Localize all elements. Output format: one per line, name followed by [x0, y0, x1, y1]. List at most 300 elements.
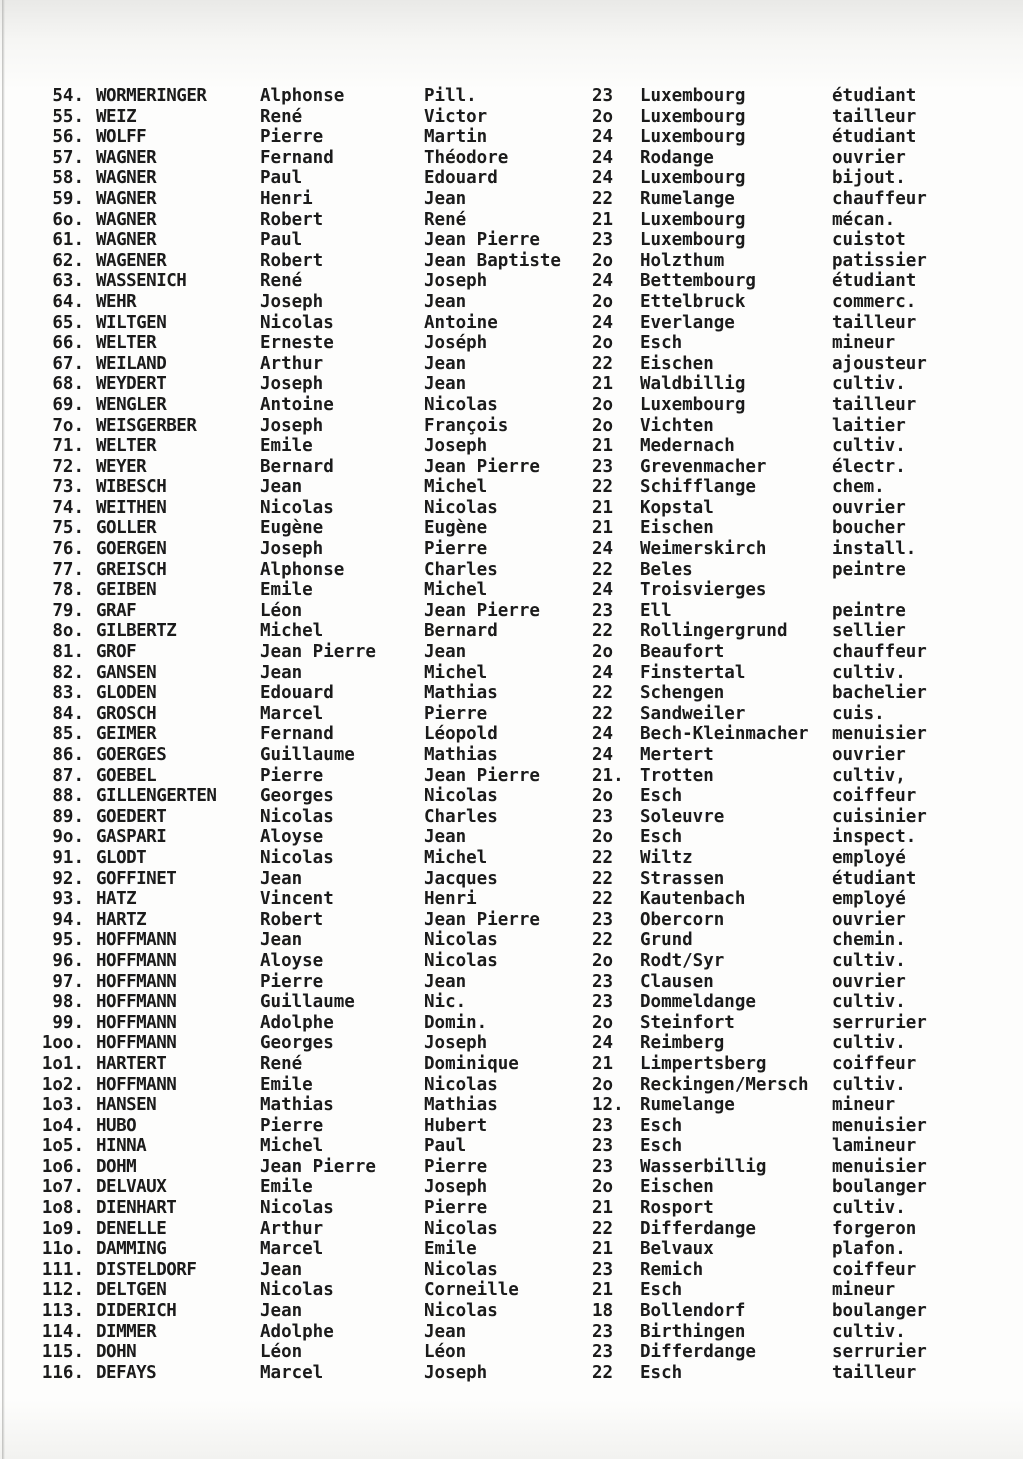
roster-num: 97.: [52, 971, 84, 992]
roster-num: 9o.: [52, 827, 84, 848]
roster-job: cultiv.: [832, 436, 906, 457]
roster-surname: GREISCH: [96, 559, 167, 580]
roster-row: [0, 1136, 1023, 1157]
roster-surname: GRAF: [96, 600, 137, 621]
roster-row: [0, 230, 1023, 251]
roster-first: Eugène: [260, 518, 324, 539]
roster-row: [0, 271, 1023, 292]
roster-row: [0, 498, 1023, 519]
roster-job: chauffeur: [832, 642, 927, 663]
roster-surname: DOHM: [96, 1156, 137, 1177]
roster-job: cultiv.: [832, 1321, 906, 1342]
roster-row: [0, 951, 1023, 972]
roster-row: [0, 1054, 1023, 1075]
roster-father: Jean Baptiste: [424, 250, 561, 271]
roster-surname: GASPARI: [96, 827, 167, 848]
roster-row: [0, 972, 1023, 993]
roster-father: René: [424, 209, 467, 230]
roster-num: 81.: [52, 642, 84, 663]
roster-row: [0, 374, 1023, 395]
roster-age: 23: [592, 1115, 614, 1136]
roster-job: cultiv.: [832, 1074, 906, 1095]
roster-surname: WELTER: [96, 333, 157, 354]
roster-num: 113.: [41, 1301, 84, 1322]
roster-place: Strassen: [640, 868, 725, 889]
roster-job: mineur: [832, 1095, 896, 1116]
roster-place: Bech-Kleinmacher: [640, 724, 809, 745]
roster-first: Michel: [260, 621, 324, 642]
roster-place: Esch: [640, 1136, 683, 1157]
roster-first: Arthur: [260, 353, 324, 374]
roster-age: 2o: [592, 333, 614, 354]
roster-father: Jean: [424, 827, 467, 848]
roster-num: 95.: [52, 930, 84, 951]
roster-father: Jean: [424, 188, 467, 209]
roster-num: 56.: [52, 127, 84, 148]
roster-job: ajousteur: [832, 353, 927, 374]
roster-num: 1o4.: [41, 1115, 84, 1136]
roster-surname: HOFFMANN: [96, 930, 177, 951]
roster-row: [0, 786, 1023, 807]
roster-first: Aloyse: [260, 827, 324, 848]
roster-age: 23: [592, 992, 614, 1013]
roster-surname: GLODEN: [96, 683, 157, 704]
roster-first: Joseph: [260, 291, 324, 312]
roster-first: Jean Pierre: [260, 642, 376, 663]
roster-father: Emile: [424, 1239, 477, 1260]
roster-job: boulanger: [832, 1301, 927, 1322]
roster-row: [0, 1013, 1023, 1034]
roster-place: Bettembourg: [640, 271, 756, 292]
roster-num: 87.: [52, 765, 84, 786]
roster-num: 74.: [52, 497, 84, 518]
roster-father: Dominique: [424, 1053, 519, 1074]
roster-row: [0, 86, 1023, 107]
roster-place: Grevenmacher: [640, 456, 767, 477]
roster-surname: WEITHEN: [96, 497, 167, 518]
roster-row: [0, 107, 1023, 128]
roster-first: Jean: [260, 868, 303, 889]
roster-num: 1o2.: [41, 1074, 84, 1095]
roster-job: boulanger: [832, 1177, 927, 1198]
roster-job: cuis.: [832, 703, 885, 724]
roster-row: [0, 354, 1023, 375]
roster-father: Corneille: [424, 1280, 519, 1301]
roster-father: Bernard: [424, 621, 498, 642]
roster-age: 2o: [592, 1074, 614, 1095]
roster-first: Jean: [260, 930, 303, 951]
roster-row: [0, 889, 1023, 910]
roster-father: Nicolas: [424, 1301, 498, 1322]
roster-father: Nicolas: [424, 497, 498, 518]
roster-surname: GOLLER: [96, 518, 157, 539]
roster-num: 73.: [52, 477, 84, 498]
roster-father: Mathias: [424, 1095, 498, 1116]
roster-first: Antoine: [260, 394, 334, 415]
roster-age: 21.: [592, 765, 624, 786]
roster-first: Jean: [260, 1259, 303, 1280]
roster-age: 22: [592, 353, 614, 374]
roster-place: Schifflange: [640, 477, 756, 498]
roster-job: ouvrier: [832, 971, 906, 992]
roster-first: Arthur: [260, 1218, 324, 1239]
roster-age: 2o: [592, 250, 614, 271]
roster-row: [0, 416, 1023, 437]
roster-father: Jean Pierre: [424, 230, 540, 251]
roster-row: [0, 621, 1023, 642]
roster-row: [0, 1260, 1023, 1281]
roster-job: étudiant: [832, 868, 917, 889]
roster-age: 21: [592, 1053, 614, 1074]
roster-first: Joseph: [260, 374, 324, 395]
roster-place: Schengen: [640, 683, 725, 704]
roster-row: [0, 1280, 1023, 1301]
roster-place: Luxembourg: [640, 168, 746, 189]
roster-first: Emile: [260, 436, 313, 457]
roster-place: Grund: [640, 930, 693, 951]
roster-age: 22: [592, 188, 614, 209]
roster-place: Birthingen: [640, 1321, 746, 1342]
roster-age: 2o: [592, 1177, 614, 1198]
roster-job: mineur: [832, 333, 896, 354]
roster-age: 23: [592, 600, 614, 621]
roster-age: 21: [592, 436, 614, 457]
roster-age: 22: [592, 621, 614, 642]
roster-place: Remich: [640, 1259, 704, 1280]
roster-father: Jean Pierre: [424, 909, 540, 930]
roster-first: Bernard: [260, 456, 334, 477]
roster-job: ouvrier: [832, 745, 906, 765]
roster-row: [0, 148, 1023, 169]
roster-row: [0, 395, 1023, 416]
roster-row: [0, 1075, 1023, 1096]
roster-row: [0, 601, 1023, 622]
roster-num: 89.: [52, 806, 84, 827]
roster-num: 99.: [52, 1012, 84, 1033]
roster-surname: HINNA: [96, 1136, 147, 1157]
roster-row: [0, 313, 1023, 334]
roster-row: [0, 869, 1023, 890]
roster-first: Nicolas: [260, 806, 334, 827]
roster-father: Eugène: [424, 518, 488, 539]
roster-row: [0, 1301, 1023, 1322]
roster-surname: HOFFMANN: [96, 971, 177, 992]
roster-age: 2o: [592, 415, 614, 436]
roster-surname: DIMMER: [96, 1321, 157, 1342]
roster-surname: WEYDERT: [96, 374, 167, 395]
roster-num: 72.: [52, 456, 84, 477]
roster-job: serrurier: [832, 1012, 927, 1033]
roster-job: chemin.: [832, 930, 906, 951]
roster-first: Pierre: [260, 1115, 324, 1136]
roster-place: Kautenbach: [640, 889, 746, 910]
roster-surname: WASSENICH: [96, 271, 187, 292]
roster-father: Antoine: [424, 312, 498, 333]
roster-num: 88.: [52, 786, 84, 807]
roster-num: 66.: [52, 333, 84, 354]
roster-first: Pierre: [260, 127, 324, 148]
roster-first: Jean: [260, 662, 303, 683]
roster-surname: GILLENGERTEN: [96, 786, 217, 807]
roster-place: Bollendorf: [640, 1301, 746, 1322]
roster-row: [0, 807, 1023, 828]
roster-age: 22: [592, 1362, 614, 1383]
roster-first: Léon: [260, 600, 303, 621]
roster-num: 85.: [52, 724, 84, 745]
roster-father: François: [424, 415, 509, 436]
roster-job: lamineur: [832, 1136, 917, 1157]
roster-age: 24: [592, 745, 614, 765]
roster-surname: HOFFMANN: [96, 950, 177, 971]
roster-place: Waldbillig: [640, 374, 746, 395]
roster-father: Joseph: [424, 1177, 488, 1198]
roster-age: 23: [592, 230, 614, 251]
roster-first: Joseph: [260, 415, 324, 436]
roster-first: Fernand: [260, 724, 334, 745]
roster-place: Ettelbruck: [640, 291, 746, 312]
roster-job: employé: [832, 847, 906, 868]
roster-surname: WOLFF: [96, 127, 147, 148]
roster-row: [0, 251, 1023, 272]
roster-job: cultiv,: [832, 765, 906, 786]
roster-num: 75.: [52, 518, 84, 539]
roster-row: [0, 477, 1023, 498]
roster-surname: DAMMING: [96, 1239, 167, 1260]
roster-age: 23: [592, 1321, 614, 1342]
roster-age: 2o: [592, 786, 614, 807]
roster-num: 6o.: [52, 209, 84, 230]
roster-place: Mertert: [640, 745, 714, 765]
roster-age: 2o: [592, 1012, 614, 1033]
roster-first: Alphonse: [260, 559, 345, 580]
roster-surname: WEISGERBER: [96, 415, 197, 436]
roster-age: 21: [592, 1239, 614, 1260]
roster-first: René: [260, 1053, 303, 1074]
roster-age: 21: [592, 374, 614, 395]
roster-surname: DEFAYS: [96, 1362, 157, 1383]
roster-place: Rumelange: [640, 188, 735, 209]
roster-job: étudiant: [832, 86, 917, 106]
roster-father: Jean Pierre: [424, 456, 540, 477]
roster-job: mécan.: [832, 209, 896, 230]
roster-num: 82.: [52, 662, 84, 683]
roster-surname: WEHR: [96, 291, 137, 312]
roster-father: Jean: [424, 642, 467, 663]
roster-age: 23: [592, 1136, 614, 1157]
roster-job: ouvrier: [832, 147, 906, 168]
roster-row: [0, 683, 1023, 704]
roster-surname: WENGLER: [96, 394, 167, 415]
roster-age: 2o: [592, 827, 614, 848]
roster-num: 96.: [52, 950, 84, 971]
roster-row: [0, 457, 1023, 478]
roster-row: [0, 1219, 1023, 1240]
roster-age: 2o: [592, 642, 614, 663]
roster-surname: WAGENER: [96, 250, 167, 271]
roster-num: 76.: [52, 539, 84, 560]
roster-job: coiffeur: [832, 1259, 917, 1280]
roster-row: [0, 642, 1023, 663]
roster-father: Domin.: [424, 1012, 488, 1033]
roster-place: Luxembourg: [640, 394, 746, 415]
roster-place: Beaufort: [640, 642, 725, 663]
roster-surname: HATZ: [96, 889, 137, 910]
roster-num: 68.: [52, 374, 84, 395]
roster-surname: GEIMER: [96, 724, 157, 745]
roster-job: électr.: [832, 456, 906, 477]
roster-father: Jean: [424, 374, 467, 395]
roster-place: Soleuvre: [640, 806, 725, 827]
roster-job: étudiant: [832, 271, 917, 292]
roster-first: Michel: [260, 1136, 324, 1157]
roster-place: Luxembourg: [640, 209, 746, 230]
roster-row: [0, 210, 1023, 231]
roster-job: employé: [832, 889, 906, 910]
roster-first: Jean: [260, 477, 303, 498]
roster-num: 8o.: [52, 621, 84, 642]
roster-surname: WAGNER: [96, 147, 157, 168]
roster-row: [0, 292, 1023, 313]
roster-surname: GEIBEN: [96, 580, 157, 601]
roster-age: 24: [592, 312, 614, 333]
roster-job: coiffeur: [832, 786, 917, 807]
roster-father: Nicolas: [424, 786, 498, 807]
roster-age: 24: [592, 271, 614, 292]
roster-num: 83.: [52, 683, 84, 704]
roster-age: 18: [592, 1301, 614, 1322]
roster-num: 63.: [52, 271, 84, 292]
roster-place: Ell: [640, 600, 672, 621]
roster-place: Medernach: [640, 436, 735, 457]
roster-age: 22: [592, 930, 614, 951]
roster-num: 91.: [52, 847, 84, 868]
roster-father: Nicolas: [424, 930, 498, 951]
roster-age: 2o: [592, 106, 614, 127]
roster-job: étudiant: [832, 127, 917, 148]
roster-first: Nicolas: [260, 1280, 334, 1301]
roster-row: [0, 827, 1023, 848]
roster-father: Jean Pierre: [424, 600, 540, 621]
roster-first: Emile: [260, 1177, 313, 1198]
roster-job: cultiv.: [832, 374, 906, 395]
roster-father: Paul: [424, 1136, 467, 1157]
roster-job: bijout.: [832, 168, 906, 189]
roster-num: 111.: [41, 1259, 84, 1280]
roster-surname: GOFFINET: [96, 868, 177, 889]
roster-first: Robert: [260, 909, 324, 930]
roster-row: [0, 992, 1023, 1013]
roster-surname: WORMERINGER: [96, 86, 207, 106]
roster-job: serrurier: [832, 1342, 927, 1363]
roster-job: inspect.: [832, 827, 917, 848]
roster-father: Joséph: [424, 333, 488, 354]
roster-row: [0, 1198, 1023, 1219]
roster-first: Marcel: [260, 703, 324, 724]
roster-first: Guillaume: [260, 745, 355, 765]
roster-age: 23: [592, 456, 614, 477]
roster-surname: DENELLE: [96, 1218, 167, 1239]
roster-num: 7o.: [52, 415, 84, 436]
roster-num: 77.: [52, 559, 84, 580]
roster-age: 24: [592, 1033, 614, 1054]
roster-place: Esch: [640, 1280, 683, 1301]
roster-first: Erneste: [260, 333, 334, 354]
roster-job: patissier: [832, 250, 927, 271]
roster-place: Rollingergrund: [640, 621, 788, 642]
roster-age: 23: [592, 86, 614, 106]
roster-num: 55.: [52, 106, 84, 127]
roster-job: cultiv.: [832, 992, 906, 1013]
roster-place: Eischen: [640, 518, 714, 539]
roster-age: 2o: [592, 950, 614, 971]
roster-father: Martin: [424, 127, 488, 148]
roster-father: Hubert: [424, 1115, 488, 1136]
roster-num: 84.: [52, 703, 84, 724]
roster-row: [0, 1033, 1023, 1054]
roster-row: [0, 1322, 1023, 1343]
roster-place: Obercorn: [640, 909, 725, 930]
roster-num: 112.: [41, 1280, 84, 1301]
roster-age: 21: [592, 497, 614, 518]
roster-father: Victor: [424, 106, 488, 127]
roster-job: commerc.: [832, 291, 917, 312]
roster-num: 62.: [52, 250, 84, 271]
roster-father: Pierre: [424, 1156, 488, 1177]
roster-row: [0, 518, 1023, 539]
roster-num: 71.: [52, 436, 84, 457]
roster-age: 2o: [592, 291, 614, 312]
roster-place: Differdange: [640, 1218, 756, 1239]
roster-age: 23: [592, 1259, 614, 1280]
roster-surname: WEYER: [96, 456, 147, 477]
roster-surname: GOEDERT: [96, 806, 167, 827]
roster-first: Joseph: [260, 539, 324, 560]
roster-place: Holzthum: [640, 250, 725, 271]
roster-age: 24: [592, 580, 614, 601]
roster-first: Fernand: [260, 147, 334, 168]
roster-row: [0, 745, 1023, 766]
roster-row: [0, 127, 1023, 148]
roster-place: Luxembourg: [640, 86, 746, 106]
roster-row: [0, 189, 1023, 210]
roster-job: coiffeur: [832, 1053, 917, 1074]
roster-row: [0, 704, 1023, 725]
roster-age: 23: [592, 1156, 614, 1177]
roster-job: bachelier: [832, 683, 927, 704]
roster-surname: WEILAND: [96, 353, 167, 374]
roster-job: sellier: [832, 621, 906, 642]
roster-place: Trotten: [640, 765, 714, 786]
roster-row: [0, 1116, 1023, 1137]
roster-place: Reckingen/Mersch: [640, 1074, 809, 1095]
roster-job: tailleur: [832, 1362, 917, 1383]
roster-first: Léon: [260, 1342, 303, 1363]
roster-job: tailleur: [832, 312, 917, 333]
roster-first: Marcel: [260, 1362, 324, 1383]
roster-num: 67.: [52, 353, 84, 374]
roster-age: 24: [592, 147, 614, 168]
roster-job: mineur: [832, 1280, 896, 1301]
roster-surname: DIDERICH: [96, 1301, 177, 1322]
roster-first: Robert: [260, 209, 324, 230]
roster-age: 24: [592, 724, 614, 745]
roster-place: Wiltz: [640, 847, 693, 868]
roster-row: [0, 930, 1023, 951]
roster-num: 1o7.: [41, 1177, 84, 1198]
roster-first: Nicolas: [260, 497, 334, 518]
roster-row: [0, 436, 1023, 457]
roster-place: Rodange: [640, 147, 714, 168]
